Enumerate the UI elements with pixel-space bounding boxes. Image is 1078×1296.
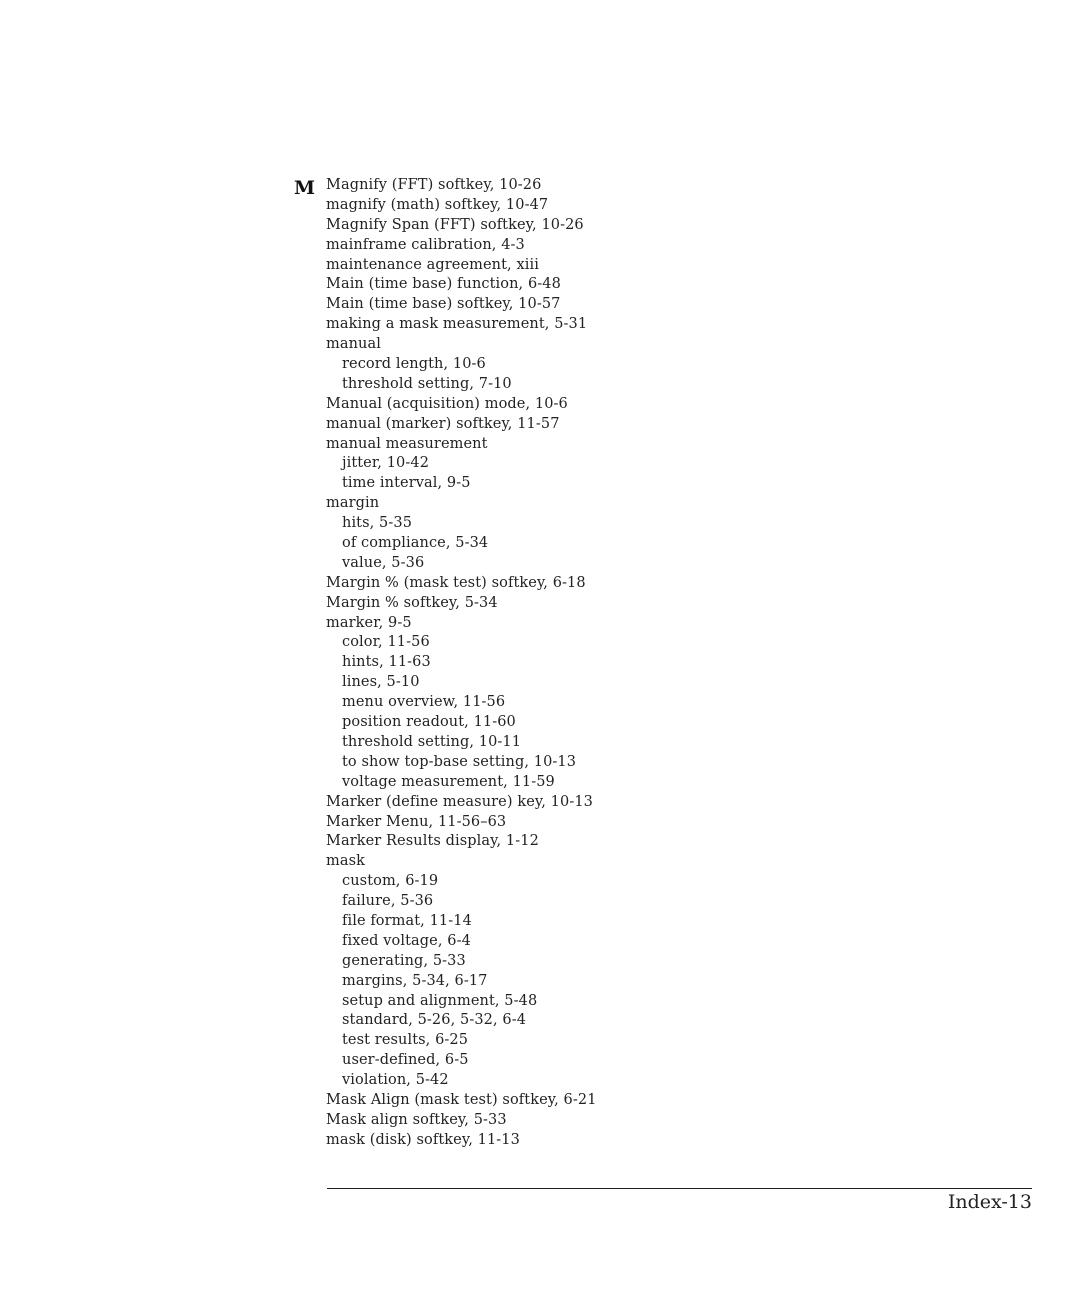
index-subentry: to show top-base setting, 10-13 <box>342 753 577 770</box>
index-subentry: voltage measurement, 11-59 <box>342 773 555 790</box>
index-entry: Marker (define measure) key, 10-13 <box>326 793 593 810</box>
index-subentry: fixed voltage, 6-4 <box>342 932 471 949</box>
index-entry: manual measurement <box>326 435 488 452</box>
index-subentry: user-defined, 6-5 <box>342 1052 469 1069</box>
index-entry: Margin % (mask test) softkey, 6-18 <box>326 574 586 591</box>
index-subentry: hits, 5-35 <box>342 515 413 532</box>
index-subentry: setup and alignment, 5-48 <box>342 992 538 1009</box>
index-subentry: threshold setting, 10-11 <box>342 733 522 750</box>
index-entry: mask (disk) softkey, 11-13 <box>326 1131 520 1148</box>
index-entry: Mask align softkey, 5-33 <box>326 1111 507 1128</box>
index-entry: magnify (math) softkey, 10-47 <box>326 196 549 213</box>
index-subentry: menu overview, 11-56 <box>342 694 506 711</box>
index-subentry: color, 11-56 <box>342 634 430 651</box>
index-entry: manual (marker) softkey, 11-57 <box>326 415 560 432</box>
index-entry: margin <box>326 495 380 512</box>
section-letter-heading: M <box>294 177 316 199</box>
index-entry: marker, 9-5 <box>326 614 412 631</box>
index-entry: Main (time base) function, 6-48 <box>326 276 561 293</box>
index-subentry: record length, 10-6 <box>342 356 486 373</box>
index-entry: Margin % softkey, 5-34 <box>326 594 498 611</box>
index-entry: mask <box>326 853 366 870</box>
index-entry: Marker Results display, 1-12 <box>326 833 539 850</box>
index-entry: mainframe calibration, 4-3 <box>326 236 525 253</box>
footer-divider <box>327 1188 1032 1189</box>
index-subentry: standard, 5-26, 5-32, 6-4 <box>342 1012 527 1029</box>
index-subentry: jitter, 10-42 <box>342 455 430 472</box>
index-subentry: violation, 5-42 <box>342 1072 449 1089</box>
index-entry: maintenance agreement, xiii <box>326 256 539 273</box>
index-subentry: of compliance, 5-34 <box>342 535 489 552</box>
index-subentry: threshold setting, 7-10 <box>342 375 512 392</box>
index-subentry: margins, 5-34, 6-17 <box>342 972 488 989</box>
index-subentry: time interval, 9-5 <box>342 475 471 492</box>
index-entry: Mask Align (mask test) softkey, 6-21 <box>326 1091 597 1108</box>
index-entry: Marker Menu, 11-56–63 <box>326 813 507 830</box>
index-subentry: generating, 5-33 <box>342 952 466 969</box>
index-subentry: position readout, 11-60 <box>342 714 516 731</box>
index-subentry: file format, 11-14 <box>342 912 472 929</box>
index-subentry: lines, 5-10 <box>342 674 420 691</box>
index-subentry: custom, 6-19 <box>342 873 439 890</box>
page-number: Index-13 <box>947 1191 1032 1213</box>
index-subentry: hints, 11-63 <box>342 654 431 671</box>
index-entry: Manual (acquisition) mode, 10-6 <box>326 395 568 412</box>
index-subentry: test results, 6-25 <box>342 1032 469 1049</box>
index-entry-list <box>326 176 746 1151</box>
index-entry: making a mask measurement, 5-31 <box>326 316 588 333</box>
index-subentry: failure, 5-36 <box>342 893 434 910</box>
index-entry: Magnify (FFT) softkey, 10-26 <box>326 177 542 193</box>
index-entry: manual <box>326 336 381 353</box>
index-entry: Magnify Span (FFT) softkey, 10-26 <box>326 216 584 233</box>
index-subentry: value, 5-36 <box>342 554 425 571</box>
index-entry: Main (time base) softkey, 10-57 <box>326 296 561 313</box>
